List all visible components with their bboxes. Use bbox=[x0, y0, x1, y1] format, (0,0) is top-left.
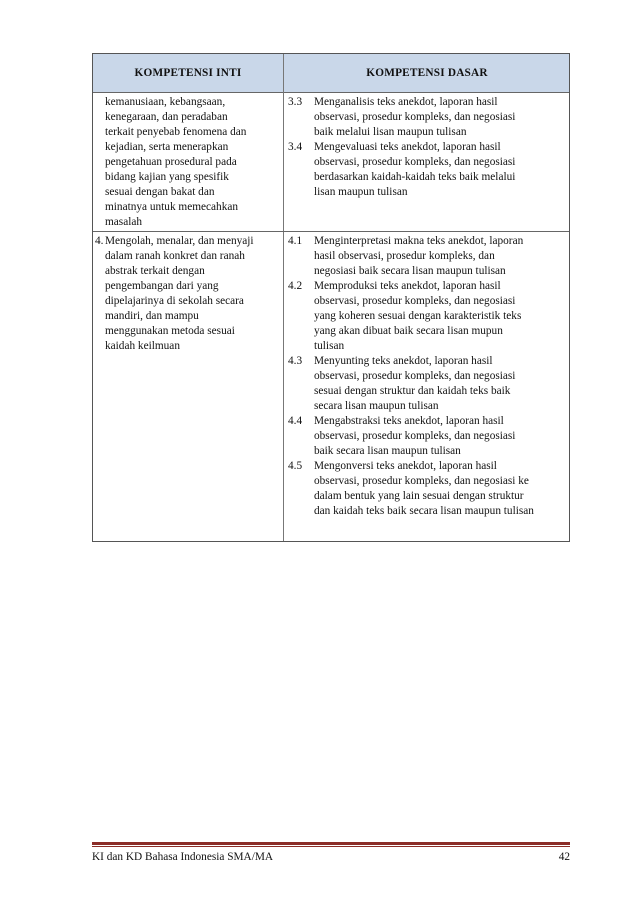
ki-line: menggunakan metoda sesuai bbox=[105, 325, 235, 337]
column-divider bbox=[283, 54, 284, 541]
kd-line: hasil observasi, prosedur kompleks, dan bbox=[314, 250, 495, 262]
kd-line: yang akan dibuat baik secara lisan mupun bbox=[314, 325, 503, 337]
kd-line: observasi, prosedur kompleks, dan negosiasi ke bbox=[314, 475, 529, 487]
kd-line: Memproduksi teks anekdot, laporan hasil bbox=[314, 280, 501, 292]
kd-line: tulisan bbox=[314, 340, 345, 352]
kd-line: baik secara lisan maupun tulisan bbox=[314, 445, 461, 457]
kd-number: 4.1 bbox=[288, 235, 303, 247]
kd-line: dalam bentuk yang lain sesuai dengan struktur bbox=[314, 490, 524, 502]
kd-line: sesuai dengan struktur dan kaidah teks baik bbox=[314, 385, 511, 397]
kd-number: 3.3 bbox=[288, 96, 303, 108]
kd-line: Mengabstraksi teks anekdot, laporan hasil bbox=[314, 415, 504, 427]
competency-table bbox=[92, 53, 570, 542]
header-kompetensi-dasar: KOMPETENSI DASAR bbox=[366, 67, 488, 79]
kd-line: Mengevaluasi teks anekdot, laporan hasil bbox=[314, 141, 501, 153]
footer-document-title: KI dan KD Bahasa Indonesia SMA/MA bbox=[92, 851, 274, 863]
ki-line: kejadian, serta menerapkan bbox=[105, 141, 229, 153]
ki-line: terkait penyebab fenomena dan bbox=[105, 126, 247, 138]
kd-4-4-text bbox=[314, 414, 515, 459]
ki-number: 4. bbox=[95, 235, 104, 247]
kd-line: baik melalui lisan maupun tulisan bbox=[314, 126, 467, 138]
kd-number: 4.5 bbox=[288, 460, 303, 472]
kd-line: yang koheren sesuai dengan karakteristik teks bbox=[314, 310, 522, 322]
row2-ki-text bbox=[105, 234, 254, 354]
ki-line: kemanusiaan, kebangsaan, bbox=[105, 96, 226, 108]
ki-line: masalah bbox=[105, 216, 143, 228]
kd-line: negosiasi baik secara lisan maupun tulisan bbox=[314, 265, 506, 277]
kd-line: observasi, prosedur kompleks, dan negosiasi bbox=[314, 430, 516, 442]
ki-line: kaidah keilmuan bbox=[105, 340, 180, 352]
kd-number: 4.3 bbox=[288, 355, 303, 367]
ki-line: kenegaraan, dan peradaban bbox=[105, 111, 228, 123]
kd-line: berdasarkan kaidah-kaidah teks baik melalui bbox=[314, 171, 516, 183]
header-kompetensi-inti: KOMPETENSI INTI bbox=[134, 67, 242, 79]
kd-4-2-text bbox=[314, 279, 521, 354]
kd-4-1-text bbox=[314, 234, 523, 279]
kd-line: observasi, prosedur kompleks, dan negosiasi bbox=[314, 370, 516, 382]
kd-line: dan kaidah teks baik secara lisan maupun tulisan bbox=[314, 505, 534, 517]
ki-line: dalam ranah konkret dan ranah bbox=[105, 250, 245, 262]
kd-line: Menginterpretasi makna teks anekdot, laporan bbox=[314, 235, 524, 247]
kd-number: 3.4 bbox=[288, 141, 303, 153]
ki-line: Mengolah, menalar, dan menyaji bbox=[105, 235, 254, 247]
row1-ki-text bbox=[105, 95, 246, 230]
kd-line: observasi, prosedur kompleks, dan negosiasi bbox=[314, 111, 516, 123]
kd-line: Mengonversi teks anekdot, laporan hasil bbox=[314, 460, 497, 472]
kd-4-5-text bbox=[314, 459, 534, 519]
ki-line: sesuai dengan bakat dan bbox=[105, 186, 215, 198]
row-divider bbox=[93, 231, 569, 232]
ki-line: abstrak terkait dengan bbox=[105, 265, 205, 277]
ki-line: bidang kajian yang spesifik bbox=[105, 171, 229, 183]
kd-line: lisan maupun tulisan bbox=[314, 186, 408, 198]
kd-line: observasi, prosedur kompleks, dan negosiasi bbox=[314, 156, 516, 168]
kd-line: observasi, prosedur kompleks, dan negosiasi bbox=[314, 295, 516, 307]
ki-line: dipelajarinya di sekolah secara bbox=[105, 295, 244, 307]
kd-number: 4.4 bbox=[288, 415, 303, 427]
ki-line: minatnya untuk memecahkan bbox=[105, 201, 239, 213]
kd-line: Menganalisis teks anekdot, laporan hasil bbox=[314, 96, 498, 108]
ki-line: mandiri, dan mampu bbox=[105, 310, 199, 322]
kd-3-3-text bbox=[314, 95, 515, 140]
kd-line: secara lisan maupun tulisan bbox=[314, 400, 439, 412]
kd-line: Menyunting teks anekdot, laporan hasil bbox=[314, 355, 493, 367]
kd-3-4-text bbox=[314, 140, 515, 200]
footer-rule-thin bbox=[92, 846, 570, 847]
page-number: 42 bbox=[558, 851, 570, 863]
kd-number: 4.2 bbox=[288, 280, 303, 292]
footer-rule-thick bbox=[92, 842, 570, 845]
ki-line: pengetahuan prosedural pada bbox=[105, 156, 237, 168]
ki-line: pengembangan dari yang bbox=[105, 280, 219, 292]
kd-4-3-text bbox=[314, 354, 515, 414]
